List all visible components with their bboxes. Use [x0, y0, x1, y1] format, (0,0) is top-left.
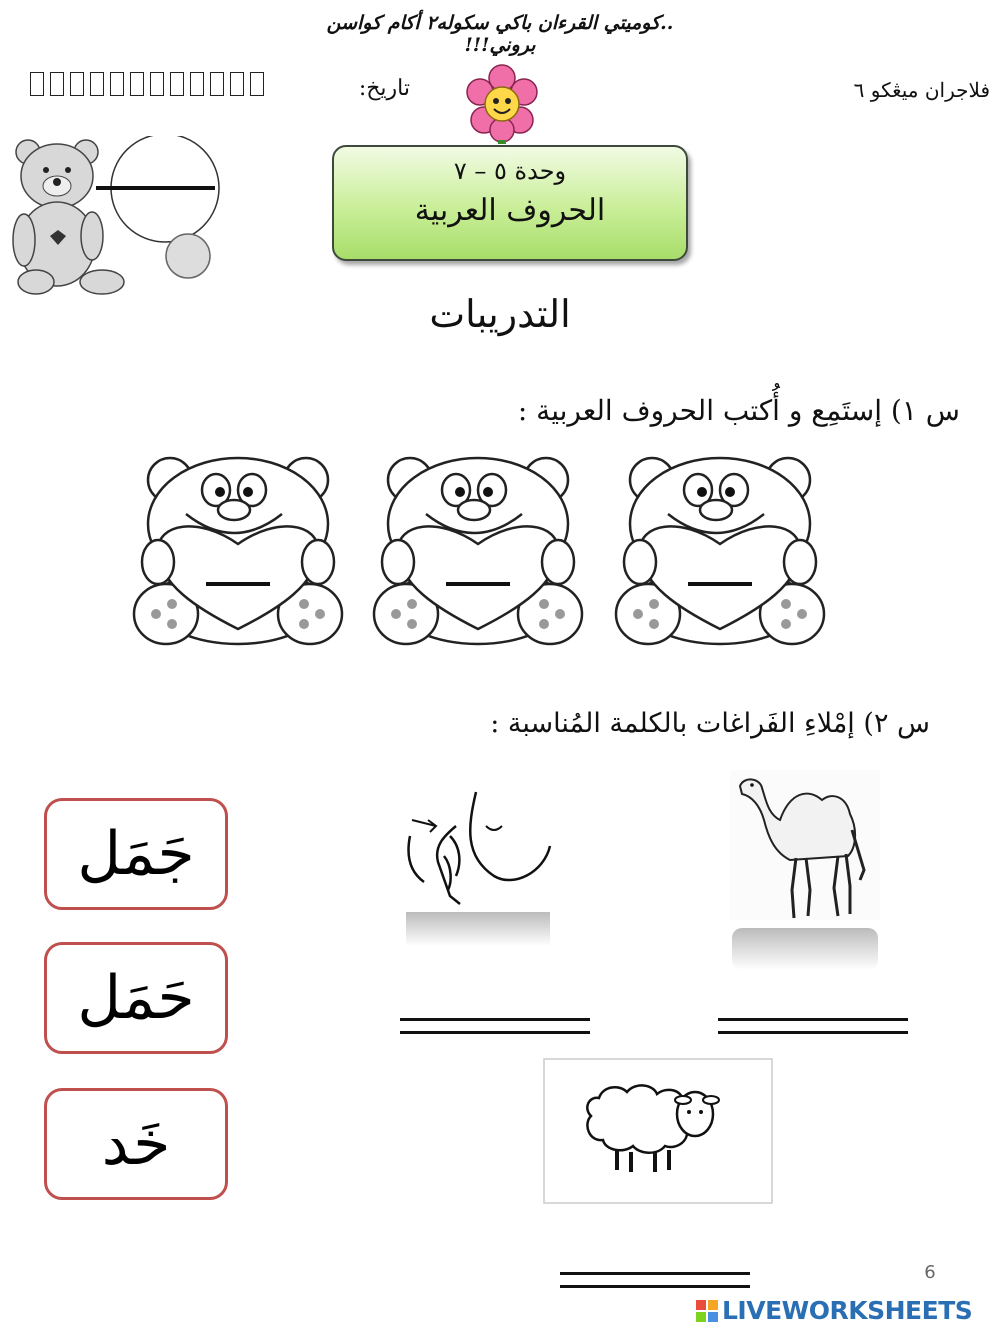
answer-line-2[interactable] [718, 1018, 908, 1034]
date-box[interactable] [170, 72, 184, 96]
logo-square-orange [708, 1300, 718, 1310]
sheep-image [543, 1058, 773, 1204]
date-label: تاريخ: [358, 76, 410, 101]
date-box[interactable] [70, 72, 84, 96]
date-box[interactable] [90, 72, 104, 96]
logo-square-red [696, 1300, 706, 1310]
word-card-1[interactable]: جَمَل [44, 798, 228, 910]
bear-answer-2[interactable] [368, 454, 588, 649]
date-box[interactable] [210, 72, 224, 96]
date-box[interactable] [230, 72, 244, 96]
date-box[interactable] [190, 72, 204, 96]
answer-line-1[interactable] [400, 1018, 590, 1034]
logo-square-green [696, 1312, 706, 1322]
page-number: 6 [924, 1262, 936, 1283]
title-box [332, 145, 688, 261]
date-box[interactable] [130, 72, 144, 96]
teddy-bear-balloon-image [10, 136, 220, 296]
logo-square-blue [708, 1312, 718, 1322]
question-1-text: س ١) إستَمِع و أُكتب الحروف العربية : [517, 394, 960, 427]
date-box[interactable] [150, 72, 164, 96]
subject-line: فلاجران ميڠكو ٦ [853, 78, 990, 102]
date-box[interactable] [50, 72, 64, 96]
brand-name: LIVEWORKSHEETS [722, 1296, 973, 1325]
exercises-heading: التدريبات [429, 292, 571, 336]
date-box[interactable] [110, 72, 124, 96]
date-box[interactable] [250, 72, 264, 96]
bear-answer-3[interactable] [610, 454, 830, 649]
topic-label: الحروف العربية [414, 193, 606, 228]
question-2-text: س ٢) إمْلاءِ الفَراغات بالكلمة المُناسبة : [490, 708, 930, 739]
date-boxes [30, 72, 264, 96]
bear-answer-1[interactable] [128, 454, 348, 649]
logo-grid-icon [696, 1300, 718, 1322]
unit-label: وحدة ٥ – ٧ [453, 157, 567, 185]
camel-image [730, 770, 880, 970]
flower-icon [462, 64, 542, 148]
cheek-image [404, 786, 552, 946]
liveworksheets-logo[interactable] [696, 1296, 972, 1325]
word-card-3[interactable]: خَد [44, 1088, 228, 1200]
answer-line-3[interactable] [560, 1272, 750, 1288]
word-card-2[interactable]: حَمَل [44, 942, 228, 1054]
date-box[interactable] [30, 72, 44, 96]
school-line: ..كوميتي القرءان باكي سكوله٢ أكام كواسن بروني!!! [326, 12, 674, 56]
